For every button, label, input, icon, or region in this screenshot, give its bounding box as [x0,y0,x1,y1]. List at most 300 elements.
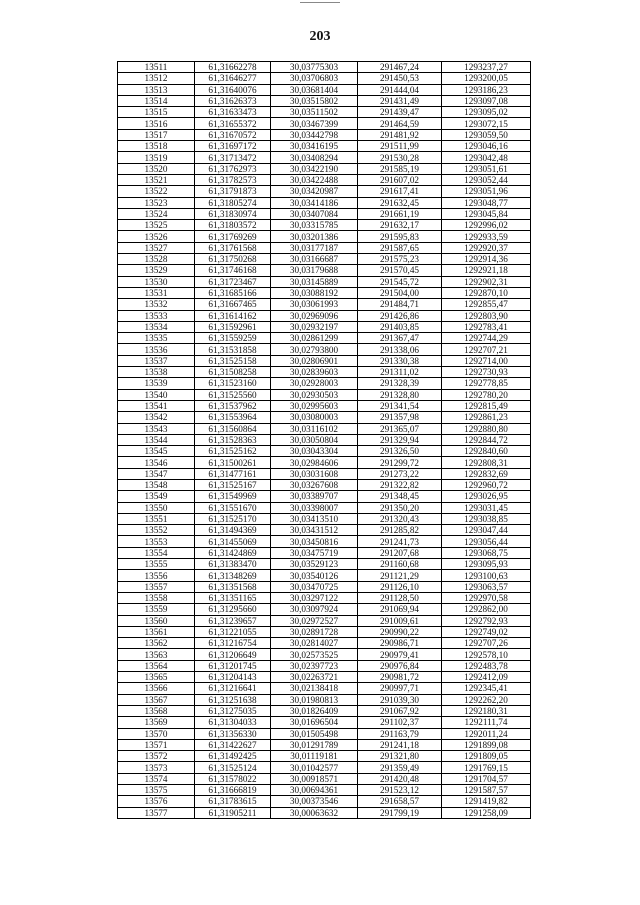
table-row [118,513,531,524]
point-number-cell: 13555 [118,559,195,570]
x-coordinate-cell: 290979,41 [358,649,442,660]
x-coordinate-cell: 291009,61 [358,615,442,626]
x-coordinate-cell: 291367,47 [358,333,442,344]
y-coordinate-cell: 1293045,84 [442,208,531,219]
table-row [118,197,531,208]
point-number-cell: 13577 [118,807,195,818]
x-coordinate-cell: 291067,92 [358,705,442,716]
y-coordinate-cell: 1292803,90 [442,310,531,321]
y-coordinate-cell: 1292111,74 [442,717,531,728]
longitude-cell: 30,02861299 [271,333,358,344]
x-coordinate-cell: 291328,80 [358,389,442,400]
latitude-cell: 61,31494369 [195,525,271,536]
point-number-cell: 13574 [118,773,195,784]
longitude-cell: 30,02839603 [271,367,358,378]
latitude-cell: 61,31626373 [195,95,271,106]
table-row [118,367,531,378]
table-row [118,118,531,129]
point-number-cell: 13556 [118,570,195,581]
point-number-cell: 13565 [118,672,195,683]
table-row [118,491,531,502]
x-coordinate-cell: 291431,49 [358,95,442,106]
table-row [118,129,531,140]
table-row [118,626,531,637]
table-row [118,683,531,694]
latitude-cell: 61,31351568 [195,581,271,592]
point-number-cell: 13549 [118,491,195,502]
latitude-cell: 61,31477161 [195,468,271,479]
latitude-cell: 61,31697172 [195,141,271,152]
latitude-cell: 61,31239657 [195,615,271,626]
latitude-cell: 61,31666819 [195,785,271,796]
latitude-cell: 61,31201745 [195,660,271,671]
point-number-cell: 13563 [118,649,195,660]
table-row [118,649,531,660]
latitude-cell: 61,31614162 [195,310,271,321]
latitude-cell: 61,31646277 [195,73,271,84]
point-number-cell: 13548 [118,479,195,490]
latitude-cell: 61,31275035 [195,705,271,716]
x-coordinate-cell: 291341,54 [358,400,442,411]
latitude-cell: 61,31424869 [195,547,271,558]
x-coordinate-cell: 291545,72 [358,276,442,287]
x-coordinate-cell: 291322,82 [358,479,442,490]
point-number-cell: 13546 [118,457,195,468]
y-coordinate-cell: 1293237,27 [442,62,531,73]
point-number-cell: 13516 [118,118,195,129]
table-row [118,242,531,253]
point-number-cell: 13532 [118,299,195,310]
point-number-cell: 13571 [118,739,195,750]
y-coordinate-cell: 1292780,20 [442,389,531,400]
x-coordinate-cell: 290981,72 [358,672,442,683]
x-coordinate-cell: 291467,24 [358,62,442,73]
x-coordinate-cell: 291570,45 [358,265,442,276]
y-coordinate-cell: 1291587,57 [442,785,531,796]
latitude-cell: 61,31525167 [195,479,271,490]
point-number-cell: 13559 [118,604,195,615]
table-row [118,751,531,762]
longitude-cell: 30,03050804 [271,434,358,445]
x-coordinate-cell: 291359,49 [358,762,442,773]
x-coordinate-cell: 290990,22 [358,626,442,637]
x-coordinate-cell: 291329,94 [358,434,442,445]
y-coordinate-cell: 1293048,77 [442,197,531,208]
x-coordinate-cell: 291484,71 [358,299,442,310]
table-row [118,762,531,773]
point-number-cell: 13558 [118,592,195,603]
x-coordinate-cell: 291357,98 [358,412,442,423]
y-coordinate-cell: 1293026,95 [442,491,531,502]
y-coordinate-cell: 1293072,15 [442,118,531,129]
y-coordinate-cell: 1292855,47 [442,299,531,310]
longitude-cell: 30,03416195 [271,141,358,152]
y-coordinate-cell: 1292730,93 [442,367,531,378]
table-row [118,615,531,626]
table-row [118,423,531,434]
longitude-cell: 30,02793800 [271,344,358,355]
longitude-cell: 30,02891728 [271,626,358,637]
x-coordinate-cell: 291350,20 [358,502,442,513]
y-coordinate-cell: 1293059,50 [442,129,531,140]
y-coordinate-cell: 1292749,02 [442,626,531,637]
y-coordinate-cell: 1292345,41 [442,683,531,694]
longitude-cell: 30,02930503 [271,389,358,400]
latitude-cell: 61,31295660 [195,604,271,615]
x-coordinate-cell: 291348,45 [358,491,442,502]
table-row [118,62,531,73]
x-coordinate-cell: 291426,86 [358,310,442,321]
point-number-cell: 13513 [118,84,195,95]
table-row [118,220,531,231]
y-coordinate-cell: 1291419,82 [442,796,531,807]
longitude-cell: 30,03389707 [271,491,358,502]
point-number-cell: 13541 [118,400,195,411]
point-number-cell: 13567 [118,694,195,705]
y-coordinate-cell: 1292862,00 [442,604,531,615]
x-coordinate-cell: 291338,06 [358,344,442,355]
table-row [118,141,531,152]
latitude-cell: 61,31492425 [195,751,271,762]
longitude-cell: 30,00918571 [271,773,358,784]
x-coordinate-cell: 290986,71 [358,638,442,649]
y-coordinate-cell: 1292483,78 [442,660,531,671]
longitude-cell: 30,00063632 [271,807,358,818]
point-number-cell: 13539 [118,378,195,389]
longitude-cell: 30,03297122 [271,592,358,603]
longitude-cell: 30,03475719 [271,547,358,558]
longitude-cell: 30,02928003 [271,378,358,389]
longitude-cell: 30,03422488 [271,174,358,185]
longitude-cell: 30,02969096 [271,310,358,321]
longitude-cell: 30,03088192 [271,287,358,298]
x-coordinate-cell: 291311,02 [358,367,442,378]
y-coordinate-cell: 1292815,49 [442,400,531,411]
latitude-cell: 61,31803572 [195,220,271,231]
table-row [118,231,531,242]
x-coordinate-cell: 291661,19 [358,208,442,219]
y-coordinate-cell: 1293095,93 [442,559,531,570]
y-coordinate-cell: 1292707,21 [442,344,531,355]
y-coordinate-cell: 1293068,75 [442,547,531,558]
point-number-cell: 13511 [118,62,195,73]
table-row [118,355,531,366]
y-coordinate-cell: 1291769,15 [442,762,531,773]
scan-speck: · [529,268,532,277]
x-coordinate-cell: 291241,18 [358,739,442,750]
point-number-cell: 13575 [118,785,195,796]
longitude-cell: 30,03145889 [271,276,358,287]
y-coordinate-cell: 1293047,44 [442,525,531,536]
longitude-cell: 30,02806901 [271,355,358,366]
point-number-cell: 13560 [118,615,195,626]
x-coordinate-cell: 291523,12 [358,785,442,796]
point-number-cell: 13566 [118,683,195,694]
longitude-cell: 30,02984606 [271,457,358,468]
longitude-cell: 30,03706803 [271,73,358,84]
x-coordinate-cell: 291403,85 [358,321,442,332]
latitude-cell: 61,31633473 [195,107,271,118]
latitude-cell: 61,31455069 [195,536,271,547]
x-coordinate-cell: 291328,39 [358,378,442,389]
longitude-cell: 30,03422190 [271,163,358,174]
longitude-cell: 30,02932197 [271,321,358,332]
point-number-cell: 13570 [118,728,195,739]
x-coordinate-cell: 291039,30 [358,694,442,705]
longitude-cell: 30,02972527 [271,615,358,626]
x-coordinate-cell: 291632,17 [358,220,442,231]
table-row [118,378,531,389]
y-coordinate-cell: 1292933,59 [442,231,531,242]
table-row [118,84,531,95]
y-coordinate-cell: 1292960,72 [442,479,531,490]
table-row [118,265,531,276]
point-number-cell: 13537 [118,355,195,366]
latitude-cell: 61,31761568 [195,242,271,253]
table-row [118,412,531,423]
table-row [118,95,531,106]
latitude-cell: 61,31783615 [195,796,271,807]
y-coordinate-cell: 1292714,00 [442,355,531,366]
latitude-cell: 61,31204143 [195,672,271,683]
table-row [118,547,531,558]
point-number-cell: 13562 [118,638,195,649]
latitude-cell: 61,31662278 [195,62,271,73]
longitude-cell: 30,03413510 [271,513,358,524]
x-coordinate-cell: 290997,71 [358,683,442,694]
x-coordinate-cell: 291799,19 [358,807,442,818]
x-coordinate-cell: 291530,28 [358,152,442,163]
point-number-cell: 13547 [118,468,195,479]
y-coordinate-cell: 1292412,09 [442,672,531,683]
y-coordinate-cell: 1292832,69 [442,468,531,479]
longitude-cell: 30,01696504 [271,717,358,728]
coordinates-table [117,61,531,819]
latitude-cell: 61,31216754 [195,638,271,649]
x-coordinate-cell: 291585,19 [358,163,442,174]
y-coordinate-cell: 1293038,85 [442,513,531,524]
latitude-cell: 61,31560864 [195,423,271,434]
y-coordinate-cell: 1293046,16 [442,141,531,152]
y-coordinate-cell: 1292996,02 [442,220,531,231]
latitude-cell: 61,31531858 [195,344,271,355]
longitude-cell: 30,03511502 [271,107,358,118]
y-coordinate-cell: 1292840,60 [442,446,531,457]
point-number-cell: 13521 [118,174,195,185]
point-number-cell: 13569 [118,717,195,728]
x-coordinate-cell: 291464,59 [358,118,442,129]
y-coordinate-cell: 1293052,44 [442,174,531,185]
y-coordinate-cell: 1292920,37 [442,242,531,253]
y-coordinate-cell: 1292262,20 [442,694,531,705]
latitude-cell: 61,31551670 [195,502,271,513]
latitude-cell: 61,31525170 [195,513,271,524]
point-number-cell: 13523 [118,197,195,208]
latitude-cell: 61,31525162 [195,446,271,457]
y-coordinate-cell: 1292792,93 [442,615,531,626]
point-number-cell: 13512 [118,73,195,84]
longitude-cell: 30,02263721 [271,672,358,683]
table-row [118,434,531,445]
latitude-cell: 61,31592961 [195,321,271,332]
point-number-cell: 13543 [118,423,195,434]
y-coordinate-cell: 1293100,63 [442,570,531,581]
point-number-cell: 13564 [118,660,195,671]
x-coordinate-cell: 291632,45 [358,197,442,208]
y-coordinate-cell: 1293051,61 [442,163,531,174]
longitude-cell: 30,00373546 [271,796,358,807]
y-coordinate-cell: 1292578,10 [442,649,531,660]
longitude-cell: 30,02138418 [271,683,358,694]
latitude-cell: 61,31383470 [195,559,271,570]
latitude-cell: 61,31523160 [195,378,271,389]
latitude-cell: 61,31685166 [195,287,271,298]
y-coordinate-cell: 1293051,96 [442,186,531,197]
y-coordinate-cell: 1292744,29 [442,333,531,344]
longitude-cell: 30,03315785 [271,220,358,231]
x-coordinate-cell: 291121,29 [358,570,442,581]
x-coordinate-cell: 291126,10 [358,581,442,592]
x-coordinate-cell: 291326,50 [358,446,442,457]
longitude-cell: 30,01119181 [271,751,358,762]
y-coordinate-cell: 1291704,57 [442,773,531,784]
longitude-cell: 30,03420987 [271,186,358,197]
table-row [118,694,531,705]
y-coordinate-cell: 1292921,18 [442,265,531,276]
x-coordinate-cell: 291160,68 [358,559,442,570]
table-row [118,73,531,84]
point-number-cell: 13576 [118,796,195,807]
x-coordinate-cell: 290976,84 [358,660,442,671]
x-coordinate-cell: 291420,48 [358,773,442,784]
longitude-cell: 30,03201386 [271,231,358,242]
table-row [118,457,531,468]
longitude-cell: 30,03031608 [271,468,358,479]
point-number-cell: 13557 [118,581,195,592]
longitude-cell: 30,03177187 [271,242,358,253]
longitude-cell: 30,03414186 [271,197,358,208]
y-coordinate-cell: 1291899,08 [442,739,531,750]
longitude-cell: 30,03407084 [271,208,358,219]
latitude-cell: 61,31670572 [195,129,271,140]
x-coordinate-cell: 291444,04 [358,84,442,95]
point-number-cell: 13540 [118,389,195,400]
latitude-cell: 61,31525124 [195,762,271,773]
x-coordinate-cell: 291207,68 [358,547,442,558]
longitude-cell: 30,03681404 [271,84,358,95]
latitude-cell: 61,31206649 [195,649,271,660]
y-coordinate-cell: 1293031,45 [442,502,531,513]
latitude-cell: 61,31769269 [195,231,271,242]
longitude-cell: 30,03116102 [271,423,358,434]
y-coordinate-cell: 1292783,41 [442,321,531,332]
latitude-cell: 61,31655372 [195,118,271,129]
longitude-cell: 30,01505498 [271,728,358,739]
longitude-cell: 30,03467399 [271,118,358,129]
longitude-cell: 30,01291789 [271,739,358,750]
y-coordinate-cell: 1293097,08 [442,95,531,106]
latitude-cell: 61,31578022 [195,773,271,784]
table-row [118,592,531,603]
longitude-cell: 30,03408294 [271,152,358,163]
scan-edge-mark [300,2,340,3]
y-coordinate-cell: 1293056,44 [442,536,531,547]
x-coordinate-cell: 291365,07 [358,423,442,434]
table-row [118,581,531,592]
longitude-cell: 30,03431512 [271,525,358,536]
latitude-cell: 61,31746168 [195,265,271,276]
longitude-cell: 30,03470725 [271,581,358,592]
point-number-cell: 13522 [118,186,195,197]
x-coordinate-cell: 291273,22 [358,468,442,479]
longitude-cell: 30,02573525 [271,649,358,660]
table-row [118,525,531,536]
table-row [118,739,531,750]
x-coordinate-cell: 291241,73 [358,536,442,547]
point-number-cell: 13553 [118,536,195,547]
y-coordinate-cell: 1292914,36 [442,254,531,265]
y-coordinate-cell: 1292011,24 [442,728,531,739]
longitude-cell: 30,00694361 [271,785,358,796]
y-coordinate-cell: 1292844,72 [442,434,531,445]
latitude-cell: 61,31723467 [195,276,271,287]
table-row [118,186,531,197]
x-coordinate-cell: 291511,99 [358,141,442,152]
latitude-cell: 61,31216641 [195,683,271,694]
table-row [118,333,531,344]
point-number-cell: 13572 [118,751,195,762]
x-coordinate-cell: 291587,65 [358,242,442,253]
point-number-cell: 13528 [118,254,195,265]
y-coordinate-cell: 1292808,31 [442,457,531,468]
point-number-cell: 13534 [118,321,195,332]
point-number-cell: 13568 [118,705,195,716]
latitude-cell: 61,31549969 [195,491,271,502]
y-coordinate-cell: 1292180,31 [442,705,531,716]
table-row [118,344,531,355]
point-number-cell: 13550 [118,502,195,513]
table-row [118,773,531,784]
latitude-cell: 61,31782573 [195,174,271,185]
longitude-cell: 30,03450816 [271,536,358,547]
x-coordinate-cell: 291299,72 [358,457,442,468]
longitude-cell: 30,03043304 [271,446,358,457]
point-number-cell: 13520 [118,163,195,174]
x-coordinate-cell: 291504,00 [358,287,442,298]
coordinates-table-body [118,62,531,819]
table-row [118,389,531,400]
point-number-cell: 13526 [118,231,195,242]
longitude-cell: 30,03775303 [271,62,358,73]
x-coordinate-cell: 291617,41 [358,186,442,197]
point-number-cell: 13542 [118,412,195,423]
y-coordinate-cell: 1292970,58 [442,592,531,603]
table-row [118,660,531,671]
longitude-cell: 30,03442798 [271,129,358,140]
longitude-cell: 30,03540126 [271,570,358,581]
x-coordinate-cell: 291069,94 [358,604,442,615]
latitude-cell: 61,31508258 [195,367,271,378]
y-coordinate-cell: 1293042,48 [442,152,531,163]
point-number-cell: 13519 [118,152,195,163]
table-row [118,287,531,298]
table-row [118,536,531,547]
point-number-cell: 13518 [118,141,195,152]
longitude-cell: 30,03398007 [271,502,358,513]
latitude-cell: 61,31500261 [195,457,271,468]
longitude-cell: 30,03166687 [271,254,358,265]
table-row [118,638,531,649]
